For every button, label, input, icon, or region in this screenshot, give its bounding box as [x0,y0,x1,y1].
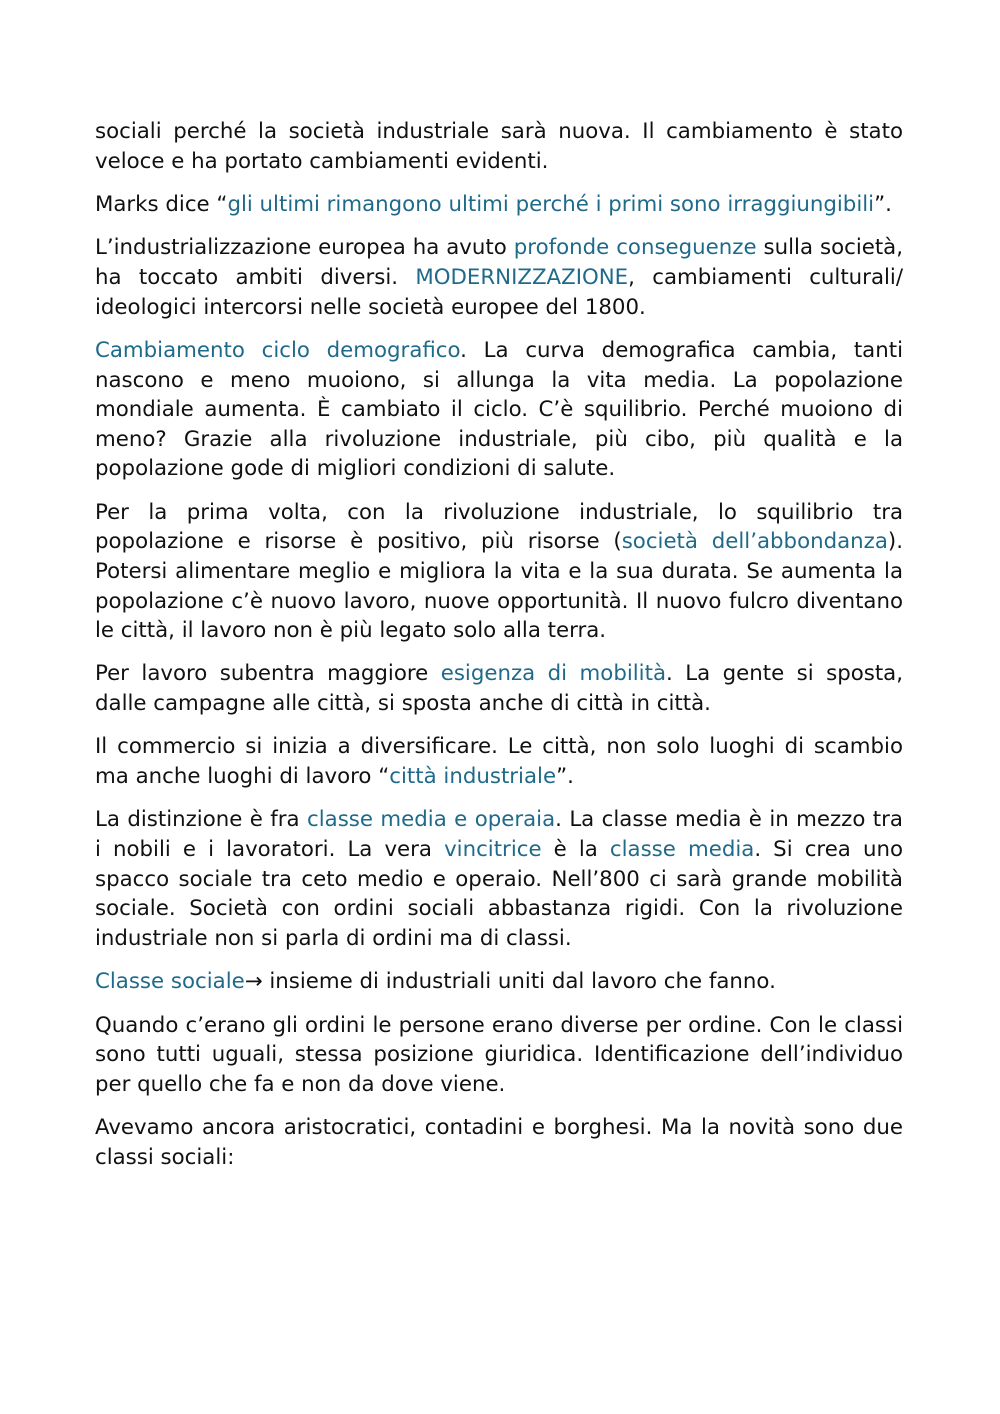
paragraph [95,1011,903,1100]
paragraph [95,1113,903,1172]
highlighted-term: classe media [609,837,755,863]
document-page [95,117,903,1186]
paragraph-text: ”. [556,764,574,790]
paragraph-text: L’industrializzazione europea ha avuto [95,235,514,261]
paragraph-text: Il commercio si inizia a diversificare. Le città, non solo luoghi di scambio ma anche luoghi di lavoro “ [95,734,903,790]
highlighted-term: Classe sociale [95,969,245,995]
paragraph-text: è la [541,837,610,863]
paragraph [95,659,903,718]
paragraph [95,336,903,484]
paragraph-text: Per lavoro subentra maggiore [95,661,441,687]
paragraph-text: Per la prima volta, con la rivoluzione industriale, lo squilibrio tra popolazione e risorse è positivo, più risorse ( [95,499,903,555]
highlighted-term: città industriale [389,764,557,790]
paragraph-text: , cambiamenti culturali/ ideologici intercorsi nelle società europee del 1800. [95,264,903,320]
highlighted-term: classe media e operaia [307,807,556,833]
paragraph [95,498,903,646]
paragraph-text: . La classe media è in mezzo tra i nobili e i lavoratori. La vera [95,807,903,863]
highlighted-term: profonde conseguenze [513,235,757,261]
paragraph-text: Quando c’erano gli ordini le persone erano diverse per ordine. Con le classi sono tutti uguali, stessa posizione giuridica. Identificazione dell’individuo per quello che fa e non da dove viene. [95,1012,903,1097]
paragraph-text: Marks dice “ [95,191,228,217]
paragraph-text: La distinzione è fra [95,807,308,833]
highlighted-term: MODERNIZZAZIONE [415,264,629,290]
paragraph [95,190,903,220]
paragraph-text: . La gente si sposta, dalle campagne alle città, si sposta anche di città in città. [95,661,904,717]
highlighted-term: gli ultimi rimangono ultimi perché i primi sono irraggiungibili [227,191,875,217]
paragraph [95,805,903,953]
paragraph [95,233,903,322]
paragraph-text: ”. [874,191,892,217]
paragraph [95,732,903,791]
paragraph [95,117,903,176]
highlighted-term: società dell’abbondanza [621,529,888,555]
paragraph-text: . La curva demografica cambia, tanti nascono e meno muoiono, si allunga la vita media. La popolazione mondiale aumenta. È cambiato il ciclo. C’è squilibrio. Perché muoiono di meno? Grazie alla rivoluzione industriale, più cibo, più qualità e la popolazione gode di migliori condizioni di salute. [95,337,903,482]
paragraph-text: sulla società, ha toccato ambiti diversi. [95,235,904,290]
paragraph-text: → insieme di industriali uniti dal lavoro che fanno. [244,969,776,995]
paragraph [95,967,903,997]
paragraph-text: sociali perché la società industriale sarà nuova. Il cambiamento è stato veloce e ha portato cambiamenti evidenti. [95,119,903,174]
paragraph-text: Avevamo ancora aristocratici, contadini e borghesi. Ma la novità sono due classi sociali: [95,1115,903,1170]
highlighted-term: vincitrice [444,837,542,863]
highlighted-term: Cambiamento ciclo demografico [95,337,461,363]
paragraph-text: . Si crea uno spacco sociale tra ceto medio e operaio. Nell’800 ci sarà grande mobilità sociale. Società con ordini sociali abbastanza rigidi. Con la rivoluzione industriale non si parla di ordini ma di classi. [95,837,903,951]
paragraph-text: ). Potersi alimentare meglio e migliora la vita e la sua durata. Se aumenta la popolazione c’è nuovo lavoro, nuove opportunità. Il nuovo fulcro diventano le città, il lavoro non è più legato solo alla terra. [95,529,903,644]
highlighted-term: esigenza di mobilità [440,661,666,687]
